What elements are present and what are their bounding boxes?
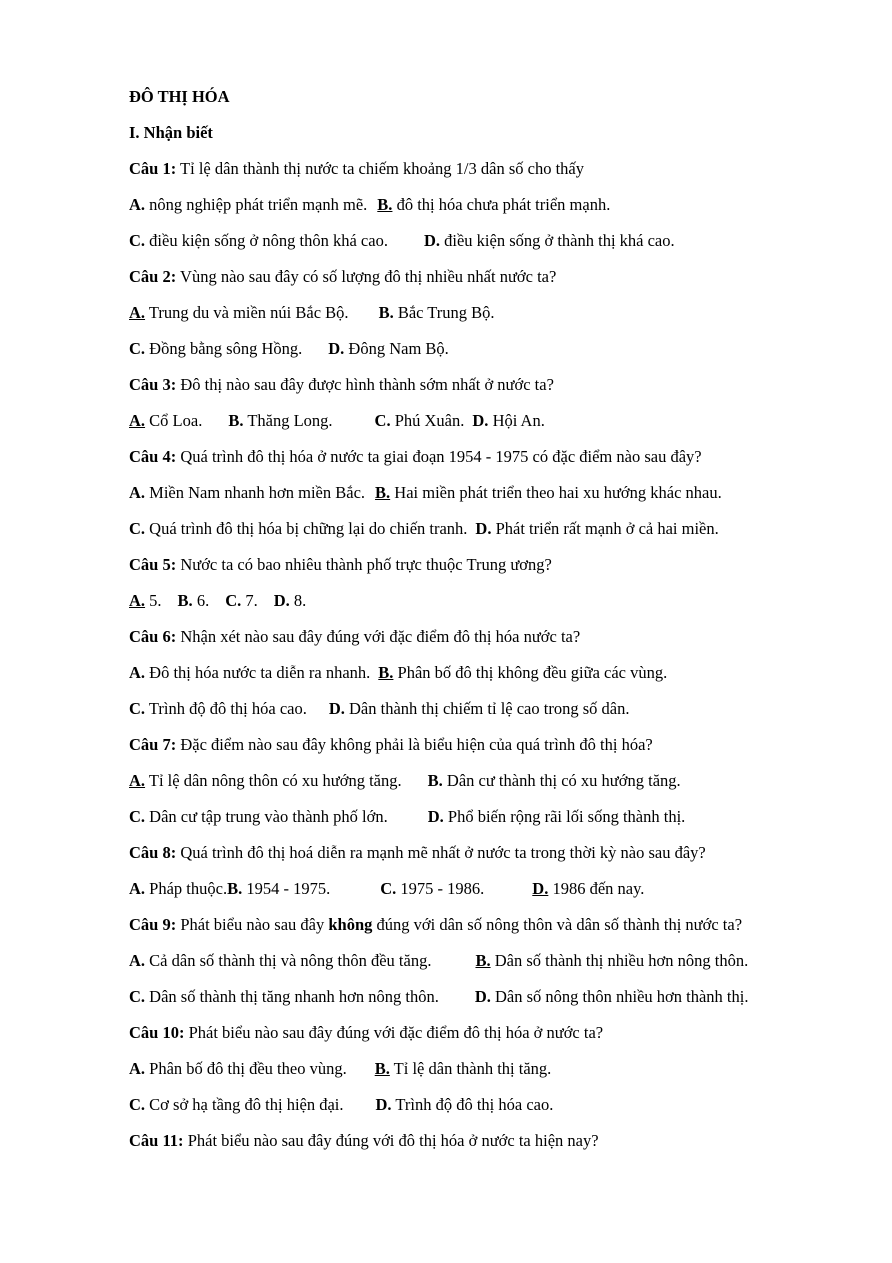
option-text: Trình độ đô thị hóa cao. xyxy=(148,699,307,718)
option-text: Phổ biến rộng rãi lối sống thành thị. xyxy=(447,807,686,826)
option-text: Trung du và miền núi Bắc Bộ. xyxy=(148,303,349,322)
option-letter: C. xyxy=(129,699,146,718)
option-text: Đô thị hóa nước ta diễn ra nhanh. xyxy=(149,663,371,682)
question-11 xyxy=(129,1131,599,1151)
option-letter: A. xyxy=(129,663,146,682)
option-text: Tỉ lệ dân thành thị tăng. xyxy=(393,1059,552,1078)
section-heading: I. Nhận biết xyxy=(129,123,213,142)
option-text: Phân bố đô thị đều theo vùng. xyxy=(149,1059,347,1078)
option-letter: C. xyxy=(129,987,146,1006)
option-text: Phát triển rất mạnh ở cả hai miền. xyxy=(495,519,719,538)
option-letter-correct: A. xyxy=(129,303,146,322)
question-text: Phát biểu nào sau đây đúng với đô thị hóa ở nước ta hiện nay? xyxy=(187,1131,599,1150)
option-text: Dân số nông thôn nhiều hơn thành thị. xyxy=(495,987,749,1006)
options-row xyxy=(129,231,675,251)
option-text: điều kiện sống ở thành thị khá cao. xyxy=(444,231,675,250)
option-letter-correct: A. xyxy=(129,591,146,610)
options-row xyxy=(129,951,748,971)
question-3 xyxy=(129,375,554,395)
option-letter: D. xyxy=(475,519,492,538)
question-2 xyxy=(129,267,556,287)
options-row xyxy=(129,1059,551,1079)
option-letter: C. xyxy=(380,879,397,898)
option-letter: D. xyxy=(472,411,489,430)
option-letter: B. xyxy=(177,591,193,610)
question-label: Câu 5: xyxy=(129,555,177,574)
option-letter: C. xyxy=(129,231,146,250)
question-label: Câu 6: xyxy=(129,627,177,646)
question-text: Đô thị nào sau đây được hình thành sớm nhất ở nước ta? xyxy=(180,375,554,394)
option-letter: B. xyxy=(228,411,244,430)
option-letter-correct: D. xyxy=(532,879,549,898)
question-label: Câu 8: xyxy=(129,843,177,862)
option-text: Cổ Loa. xyxy=(149,411,203,430)
question-text: Quá trình đô thị hóa ở nước ta giai đoạn 1954 - 1975 có đặc điểm nào sau đây? xyxy=(180,447,702,466)
option-text: 7. xyxy=(245,591,258,610)
option-letter-correct: A. xyxy=(129,771,146,790)
question-text: Quá trình đô thị hoá diễn ra mạnh mẽ nhất ở nước ta trong thời kỳ nào sau đây? xyxy=(180,843,706,862)
option-text: Đồng bằng sông Hồng. xyxy=(149,339,303,358)
option-text: 6. xyxy=(196,591,210,610)
question-7 xyxy=(129,735,653,755)
question-5 xyxy=(129,555,552,575)
options-row xyxy=(129,987,748,1007)
question-text: Nước ta có bao nhiêu thành phố trực thuộc Trung ương? xyxy=(180,555,552,574)
options-row xyxy=(129,663,667,683)
options-row xyxy=(129,303,495,323)
question-1 xyxy=(129,159,584,179)
option-text: Cơ sở hạ tầng đô thị hiện đại. xyxy=(149,1095,344,1114)
option-letter: A. xyxy=(129,879,146,898)
option-text: Miền Nam nhanh hơn miền Bắc. xyxy=(149,483,366,502)
question-label: Câu 9: xyxy=(129,915,177,934)
option-letter-correct: B. xyxy=(378,663,394,682)
question-8 xyxy=(129,843,706,863)
option-text: 1975 - 1986. xyxy=(400,879,485,898)
options-row xyxy=(129,879,644,899)
question-label: Câu 7: xyxy=(129,735,177,754)
question-label: Câu 3: xyxy=(129,375,177,394)
option-letter: D. xyxy=(375,1095,392,1114)
question-text: Phát biểu nào sau đây xyxy=(180,915,325,934)
option-letter: B. xyxy=(227,879,243,898)
option-text: Hội An. xyxy=(492,411,545,430)
option-letter: D. xyxy=(328,699,345,718)
options-row xyxy=(129,771,681,791)
options-row xyxy=(129,339,449,359)
option-letter: C. xyxy=(129,1095,146,1114)
question-4 xyxy=(129,447,702,467)
option-text: Thăng Long. xyxy=(247,411,333,430)
question-9 xyxy=(129,915,742,935)
option-letter-correct: B. xyxy=(374,1059,390,1078)
option-letter: A. xyxy=(129,1059,146,1078)
option-text: Bắc Trung Bộ. xyxy=(397,303,495,322)
options-row xyxy=(129,519,719,539)
question-emphasis: không xyxy=(328,915,373,934)
options-row xyxy=(129,1095,553,1115)
option-letter-correct: A. xyxy=(129,411,146,430)
option-letter: D. xyxy=(328,339,345,358)
option-letter: D. xyxy=(423,231,440,250)
question-text: Vùng nào sau đây có số lượng đô thị nhiều nhất nước ta? xyxy=(180,267,557,286)
option-text: Dân cư tập trung vào thành phố lớn. xyxy=(149,807,388,826)
option-letter: A. xyxy=(129,483,146,502)
option-text: 1986 đến nay. xyxy=(552,879,645,898)
option-text: Phú Xuân. xyxy=(394,411,465,430)
question-text: Đặc điểm nào sau đây không phải là biểu hiện của quá trình đô thị hóa? xyxy=(180,735,653,754)
question-label: Câu 4: xyxy=(129,447,177,466)
option-text: Đông Nam Bộ. xyxy=(348,339,449,358)
option-letter: C. xyxy=(225,591,242,610)
option-text: Pháp thuộc. xyxy=(149,879,228,898)
option-letter: A. xyxy=(129,195,146,214)
option-text: nông nghiệp phát triển mạnh mẽ. xyxy=(149,195,368,214)
option-text: Dân số thành thị tăng nhanh hơn nông thôn. xyxy=(149,987,439,1006)
options-row xyxy=(129,699,629,719)
question-text: Nhận xét nào sau đây đúng với đặc điểm đô thị hóa nước ta? xyxy=(180,627,581,646)
option-letter: D. xyxy=(427,807,444,826)
option-text: Dân số thành thị nhiều hơn nông thôn. xyxy=(494,951,749,970)
option-letter-correct: B. xyxy=(475,951,491,970)
option-text: Trình độ đô thị hóa cao. xyxy=(395,1095,554,1114)
option-text: 5. xyxy=(149,591,162,610)
option-text: Cả dân số thành thị và nông thôn đều tăng. xyxy=(149,951,432,970)
option-text: Hai miền phát triển theo hai xu hướng khác nhau. xyxy=(394,483,722,502)
option-text: Quá trình đô thị hóa bị chững lại do chiến tranh. xyxy=(149,519,468,538)
option-letter: A. xyxy=(129,951,146,970)
question-text: Tỉ lệ dân thành thị nước ta chiếm khoảng 1/3 dân số cho thấy xyxy=(180,159,584,178)
option-text: Phân bố đô thị không đều giữa các vùng. xyxy=(397,663,668,682)
option-text: Dân cư thành thị có xu hướng tăng. xyxy=(446,771,681,790)
option-letter: D. xyxy=(474,987,491,1006)
option-letter: C. xyxy=(129,339,146,358)
question-text: Phát biểu nào sau đây đúng với đặc điểm đô thị hóa ở nước ta? xyxy=(188,1023,604,1042)
option-text: Tỉ lệ dân nông thôn có xu hướng tăng. xyxy=(148,771,402,790)
option-text: điều kiện sống ở nông thôn khá cao. xyxy=(149,231,388,250)
options-row xyxy=(129,411,545,431)
question-6 xyxy=(129,627,580,647)
option-letter-correct: B. xyxy=(377,195,393,214)
option-letter: B. xyxy=(427,771,443,790)
document-title: ĐÔ THỊ HÓA xyxy=(129,87,230,106)
question-label: Câu 11: xyxy=(129,1131,184,1150)
options-row xyxy=(129,807,685,827)
question-label: Câu 2: xyxy=(129,267,177,286)
option-text: 8. xyxy=(293,591,307,610)
option-letter: C. xyxy=(129,807,146,826)
option-letter: D. xyxy=(273,591,290,610)
option-letter: C. xyxy=(374,411,391,430)
option-letter-correct: B. xyxy=(375,483,391,502)
option-letter: C. xyxy=(129,519,146,538)
options-row xyxy=(129,591,306,611)
options-row xyxy=(129,195,610,215)
question-label: Câu 10: xyxy=(129,1023,185,1042)
options-row xyxy=(129,483,722,503)
option-letter: B. xyxy=(378,303,394,322)
question-text: đúng với dân số nông thôn và dân số thành thị nước ta? xyxy=(376,915,743,934)
question-label: Câu 1: xyxy=(129,159,177,178)
option-text: đô thị hóa chưa phát triển mạnh. xyxy=(396,195,611,214)
question-10 xyxy=(129,1023,603,1043)
option-text: Dân thành thị chiếm tỉ lệ cao trong số dân. xyxy=(349,699,630,718)
option-text: 1954 - 1975. xyxy=(246,879,331,898)
